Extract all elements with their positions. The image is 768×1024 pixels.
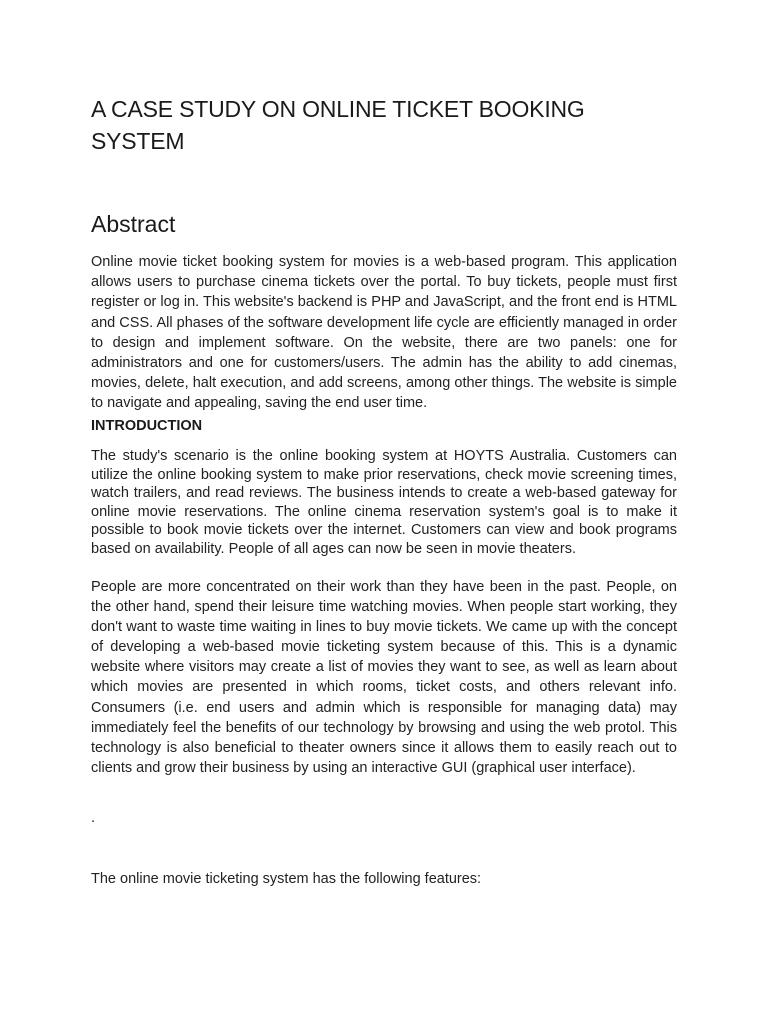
document-page — [91, 0, 677, 1024]
abstract-paragraph: Online movie ticket booking system for movies is a web-based program. This application allows users to purchase cinema tickets over the portal. To buy tickets, people must first register or log in. This website's backend is PHP and JavaScript, and the front end is HTML and CSS. All phases of the software development life cycle are efficiently managed in order to design and implement software. On the website, there are two panels: one for administrators and one for customers/users. The admin has the ability to add cinemas, movies, delete, halt execution, and add screens, among other things. The website is simple to navigate and appealing, saving the end user time. — [91, 254, 677, 412]
document-title: A CASE STUDY ON ONLINE TICKET BOOKING SYSTEM — [91, 96, 585, 154]
introduction-heading: INTRODUCTION — [91, 418, 203, 434]
abstract-heading: Abstract — [91, 211, 176, 237]
introduction-paragraph-1: The study's scenario is the online booking system at HOYTS Australia. Customers can utilize the online booking system to make prior reservations, check movie screening times, watch trailers, and read reviews. The business intends to create a web-based gateway for online movie reservations. The online cinema reservation system's goal is to make it possible to book movie tickets over the internet. Customers can view and book programs based on availability. People of all ages can now be seen in movie theaters. — [91, 448, 677, 557]
features-intro-text: The online movie ticketing system has the following features: — [91, 871, 482, 887]
separator-dot: . — [91, 810, 96, 826]
introduction-paragraph-2: People are more concentrated on their work than they have been in the past. People, on the other hand, spend their leisure time watching movies. When people start working, they don't want to waste time waiting in lines to buy movie tickets. We came up with the concept of developing a web-based movie ticketing system because of this. This is a dynamic website where visitors may create a list of movies they want to see, as well as learn about which movies are presented in which rooms, ticket costs, and others relevant info. Consumers (i.e. end users and admin which is responsible for managing data) may immediately feel the benefits of our technology by browsing and using the web protol. This technology is also beneficial to theater owners since it allows them to easily reach out to clients and grow their business by using an interactive GUI (graphical user interface). — [91, 579, 677, 776]
